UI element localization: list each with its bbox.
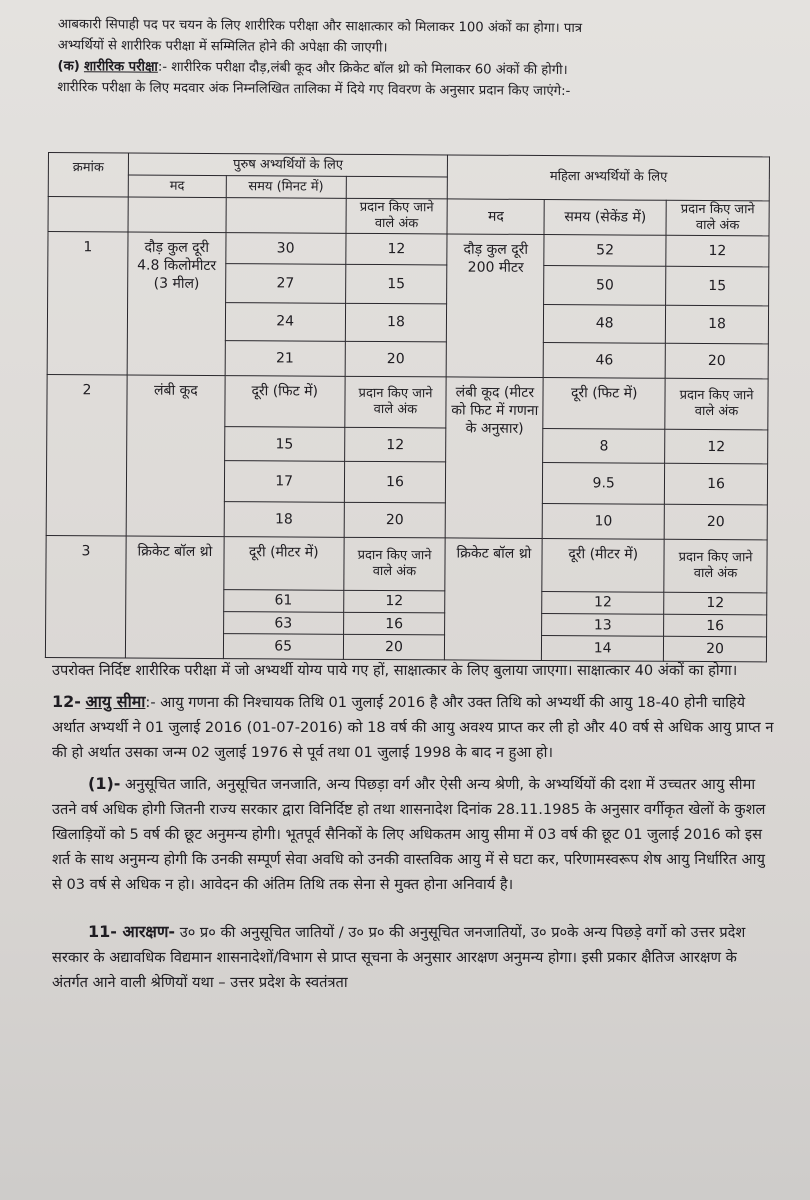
age-sub-text: अनुसूचित जाति, अनुसूचित जनजाति, अन्य पिछड़ा वर्ग और ऐसी अन्य श्रेणी, के अभ्यर्थियों की दशा में उच्चतर आयु सीमा उतने वर्ष अधिक होगी जितनी राज्य सरकार द्वारा विनिर्दिष्ट हो तथा शासनादेश दिनांक 28.11.1985 के अनुसार वर्गीकृत खेलों के कुशल खिलाड़ियों को 5 वर्ष की छूट अनुमन्य होगी। भूतपूर्व सैनिकों के लिए अधिकतम आयु सीमा में 03 वर्ष की छूट 01 जुलाई 2016 को इस शर्त के साथ अनुमन्य होगी कि उनकी सम्पूर्ण सेवा अवधि को उनकी वास्तविक आयु में से घटा कर, परिणामस्वरूप शेष आयु निर्धारित आयु से 03 वर्ष से अधिक न हो। आवेदन की अंतिम तिथि तक सेना से मुक्त होना अनिवार्य है। — [52, 776, 766, 893]
header-male-item: मद — [128, 175, 226, 197]
male-throw-distance: 61 — [223, 589, 343, 612]
age-section-number: 12- — [52, 692, 81, 711]
male-run-time: 30 — [226, 233, 346, 264]
female-throw-marks: 16 — [664, 614, 767, 637]
header-female-group: महिला अभ्यर्थियों के लिए — [448, 155, 770, 201]
intro-block — [57, 14, 778, 104]
serial-2: 2 — [46, 374, 127, 535]
male-jump-distance-header: दूरी (फिट में) — [225, 375, 345, 427]
header-male-group: पुरुष अभ्यर्थियों के लिए — [128, 153, 448, 177]
male-jump-marks: 16 — [344, 462, 446, 503]
header-male-marks-blank — [346, 177, 448, 199]
female-jump-marks-header: प्रदान किए जाने वाले अंक — [665, 378, 768, 430]
female-throw-distance-header: दूरी (मीटर में) — [542, 538, 664, 592]
header-serial: क्रमांक — [48, 153, 128, 197]
male-run-time: 24 — [225, 302, 345, 341]
after-table-paragraph: उपरोक्त निर्दिष्ट शारीरिक परीक्षा में जो अभ्यर्थी योग्य पाये गए हों, साक्षात्कार के लिए बुलाया जाएगा। साक्षात्कार 40 अंकों का होगा। — [52, 662, 738, 679]
female-jump-distance-header: दूरी (फिट में) — [543, 377, 665, 429]
male-jump-distance: 18 — [224, 502, 344, 537]
female-jump-marks: 16 — [664, 464, 767, 505]
intro-line-4: शारीरिक परीक्षा के लिए मदवार अंक निम्नलिखित तालिका में दिये गए विवरण के अनुसार प्रदान किए जाएंगे:- — [57, 79, 571, 100]
female-run-marks: 15 — [666, 266, 769, 305]
female-run-time: 46 — [543, 343, 665, 378]
female-throw-distance: 13 — [542, 614, 664, 637]
female-throw-distance: 14 — [542, 636, 664, 661]
male-throw-marks: 12 — [343, 590, 445, 613]
male-throw-distance-header: दूरी (मीटर में) — [224, 536, 344, 590]
header-male-marks: प्रदान किए जाने वाले अंक — [346, 198, 448, 234]
male-item-long-jump: लंबी कूद — [126, 375, 225, 536]
male-throw-distance: 65 — [223, 634, 343, 659]
text-body — [52, 658, 776, 995]
female-throw-marks-header: प्रदान किए जाने वाले अंक — [664, 539, 767, 593]
intro-line-1: आबकारी सिपाही पद पर चयन के लिए शारीरिक परीक्षा और साक्षात्कार को मिलाकर 100 अंकों का होगा। पात्र — [57, 16, 583, 37]
female-item-run: दौड़ कुल दूरी 200 मीटर — [447, 234, 545, 377]
female-run-time: 50 — [544, 265, 666, 304]
serial-1: 1 — [47, 232, 128, 375]
female-run-marks: 12 — [666, 236, 769, 267]
header-male-time-cont — [226, 197, 346, 233]
female-throw-distance: 12 — [542, 591, 664, 614]
age-section-text: :- आयु गणना की निश्चायक तिथि 01 जुलाई 2016 है और उक्त तिथि को अभ्यर्थी की आयु 18-40 होनी चाहिये अर्थात अभ्यर्थी ने 01 जुलाई 2016 (01-07-2016) को 18 वर्ष की आयु अवश्य प्राप्त कर ली हो और 40 वर्ष से अधिक आयु प्राप्त न की हो अर्थात उसका जन्म 02 जुलाई 1976 से पूर्व तथा 01 जुलाई 1998 के बाद न हुआ हो। — [52, 694, 774, 761]
male-run-time: 21 — [225, 341, 345, 376]
physical-test-marks-table — [45, 152, 770, 662]
intro-line-2: अभ्यर्थियों से शारीरिक परीक्षा में सम्मिलित होने की अपेक्षा की जाएगी। — [57, 37, 388, 56]
female-jump-marks: 20 — [664, 504, 767, 539]
age-limit-paragraph — [52, 689, 776, 765]
female-run-marks: 20 — [665, 344, 768, 379]
male-jump-marks: 12 — [344, 427, 446, 462]
reservation-text: उ० प्र० की अनुसूचित जातियों / उ० प्र० की अनुसूचित जनजातियों, उ० प्र०के अन्य पिछड़े वर्गो को उत्तर प्रदेश सरकार के अद्यावधिक विद्यमान शासनादेशों/विभाग से प्राप्त सूचना के अनुसार आरक्षण अनुमन्य होगा। इसी प्रकार क्षैतिज आरक्षण के अंतर्गत आने वाली श्रेणियों यथा – उत्तर प्रदेश के स्वतंत्रता — [52, 924, 746, 991]
female-run-time: 48 — [544, 304, 666, 343]
header-male-time: समय (मिनट में) — [226, 176, 346, 198]
female-jump-marks: 12 — [665, 429, 768, 464]
male-item-cricket-ball: क्रिकेट बॉल थ्रो — [125, 536, 224, 659]
female-jump-distance: 8 — [543, 428, 665, 463]
male-throw-marks: 20 — [343, 635, 445, 660]
male-jump-marks: 20 — [344, 502, 446, 537]
male-item-run: दौड़ कुल दूरी 4.8 किलोमीटर (3 मील) — [127, 232, 226, 375]
male-jump-marks-header: प्रदान किए जाने वाले अंक — [344, 376, 446, 428]
header-serial-cont — [48, 196, 128, 232]
female-run-time: 52 — [544, 235, 666, 266]
male-run-marks: 12 — [345, 234, 447, 265]
female-jump-distance: 10 — [542, 504, 664, 539]
header-female-time: समय (सेकेंड में) — [544, 199, 666, 235]
male-throw-distance: 63 — [223, 612, 343, 635]
male-run-marks: 18 — [345, 303, 447, 342]
reservation-title: 11- आरक्षण- — [88, 922, 176, 941]
age-sub-number: (1)- — [88, 774, 121, 793]
male-jump-distance: 17 — [224, 461, 344, 502]
male-throw-marks-header: प्रदान किए जाने वाले अंक — [343, 537, 445, 591]
age-section-title: आयु सीमा — [85, 692, 146, 711]
female-run-marks: 18 — [665, 305, 768, 344]
header-female-item: मद — [447, 199, 544, 235]
female-item-cricket-ball: क्रिकेट बॉल थ्रो — [445, 538, 543, 661]
age-relaxation-paragraph — [52, 771, 776, 897]
male-jump-distance: 15 — [224, 426, 344, 461]
section-description: :- शारीरिक परीक्षा दौड़,लंबी कूद और क्रिकेट बॉल थ्रो को मिलाकर 60 अंकों की होगी। — [157, 59, 568, 79]
female-item-long-jump: लंबी कूद (मीटर को फिट में गणना के अनुसार) — [446, 377, 544, 538]
female-jump-distance: 9.5 — [543, 463, 665, 504]
male-run-time: 27 — [225, 264, 345, 303]
section-title: शारीरिक परीक्षा — [83, 59, 158, 75]
reservation-paragraph — [52, 919, 776, 995]
male-run-marks: 15 — [345, 264, 447, 303]
female-throw-marks: 12 — [664, 592, 767, 615]
header-female-marks: प्रदान किए जाने वाले अंक — [666, 200, 769, 236]
male-throw-marks: 16 — [343, 612, 445, 635]
male-run-marks: 20 — [345, 342, 447, 377]
serial-3: 3 — [45, 535, 126, 658]
female-throw-marks: 20 — [664, 637, 767, 662]
header-male-item-cont — [128, 197, 226, 233]
section-prefix: (क) — [57, 58, 80, 75]
